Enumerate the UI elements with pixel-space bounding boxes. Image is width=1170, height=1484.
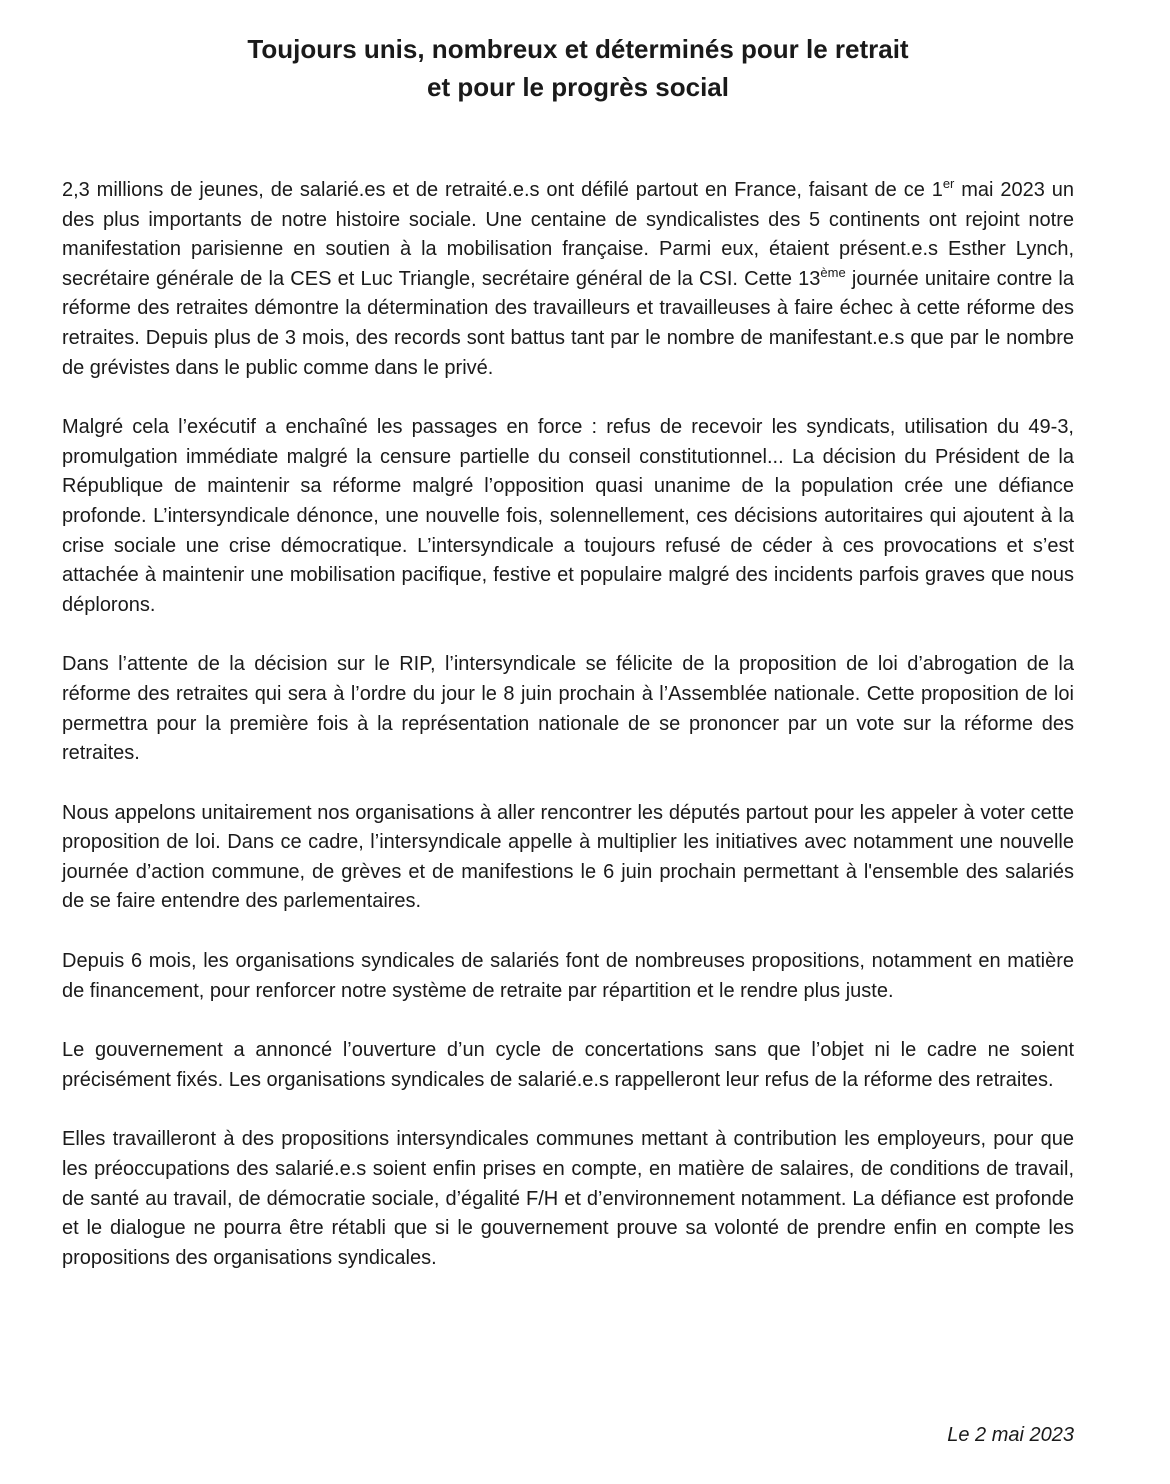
paragraph-6: Le gouvernement a annoncé l’ouverture d’un cycle de concertations sans que l’objet ni le cadre ne soient précisément fixés. Les organisations syndicales de salarié.e.s rappelleront leur refus de la réforme des retraites. — [62, 1039, 1074, 1091]
paragraph-1-part-c: journée unitaire contre la réforme des retraites démontre la détermination des travailleurs et travailleuses à faire échec à cette réforme des retraites. Depuis plus de 3 mois, des records sont battus tant par le nombre de manifestant.e.s que par le nombre de grévistes dans le public comme dans le privé. — [62, 267, 1074, 379]
document-title-line-1: Toujours unis, nombreux et déterminés pour le retrait — [247, 34, 909, 64]
superscript-er: er — [942, 176, 955, 191]
document-title-line-2: et pour le progrès social — [427, 72, 729, 102]
paragraph-2: Malgré cela l’exécutif a enchaîné les passages en force : refus de recevoir les syndicats, utilisation du 49-3, promulgation immédiate malgré la censure partielle du conseil constitutionnel... La décision du Président de la République de maintenir sa réforme malgré l’opposition quasi unanime de la population crée une défiance profonde. L’intersyndicale dénonce, une nouvelle fois, solennellement, ces décisions autoritaires qui ajoutent à la crise sociale une crise démocratique. L’intersyndicale a toujours refusé de céder à ces provocations et s’est attachée à maintenir une mobilisation pacifique, festive et populaire malgré des incidents parfois graves que nous déplorons. — [62, 416, 1074, 616]
paragraph-4: Nous appelons unitairement nos organisations à aller rencontrer les députés partout pour les appeler à voter cette proposition de loi. Dans ce cadre, l’intersyndicale appelle à multiplier les initiatives avec notamment une nouvelle journée d’action commune, de grèves et de manifestions le 6 juin prochain permettant à l'ensemble des salariés de se faire entendre des parlementaires. — [62, 801, 1074, 913]
document-title — [62, 30, 1074, 106]
paragraph-7: Elles travailleront à des propositions intersyndicales communes mettant à contribution les employeurs, pour que les préoccupations des salarié.e.s soient enfin prises en compte, en matière de salaires, de conditions de travail, de santé au travail, de démocratie sociale, d’égalité F/H et d’environnement notamment. La défiance est profonde et le dialogue ne pourra être rétabli que si le gouvernement prouve sa volonté de prendre enfin en compte les propositions des organisations syndicales. — [62, 1128, 1074, 1269]
paragraph-5: Depuis 6 mois, les organisations syndicales de salariés font de nombreuses propositions, notamment en matière de financement, pour renforcer notre système de retraite par répartition et le rendre plus juste. — [62, 950, 1074, 1002]
paragraph-1 — [62, 176, 1074, 383]
document-date: Le 2 mai 2023 — [947, 1424, 1074, 1446]
superscript-eme: ème — [820, 264, 846, 280]
paragraph-3: Dans l’attente de la décision sur le RIP, l’intersyndicale se félicite de la proposition de loi d’abrogation de la réforme des retraites qui sera à l’ordre du jour le 8 juin prochain à l’Assemblée nationale. Cette proposition de loi permettra pour la première fois à la représentation nationale de se prononcer par un vote sur la réforme des retraites. — [62, 653, 1074, 765]
paragraph-1-part-a: 2,3 millions de jeunes, de salarié.es et de retraité.e.s ont défilé partout en France, faisant de ce 1 — [62, 179, 943, 201]
paragraph-1-part-b: mai 2023 un des plus importants de notre histoire sociale. Une centaine de syndicalistes des 5 continents ont rejoint notre manifestation parisienne en soutien à la mobilisation française. Parmi eux, étaient présent.e.s Esther Lynch, secrétaire générale de la CES et Luc Triangle, secrétaire général de la CSI. Cette 13 — [62, 179, 1075, 290]
